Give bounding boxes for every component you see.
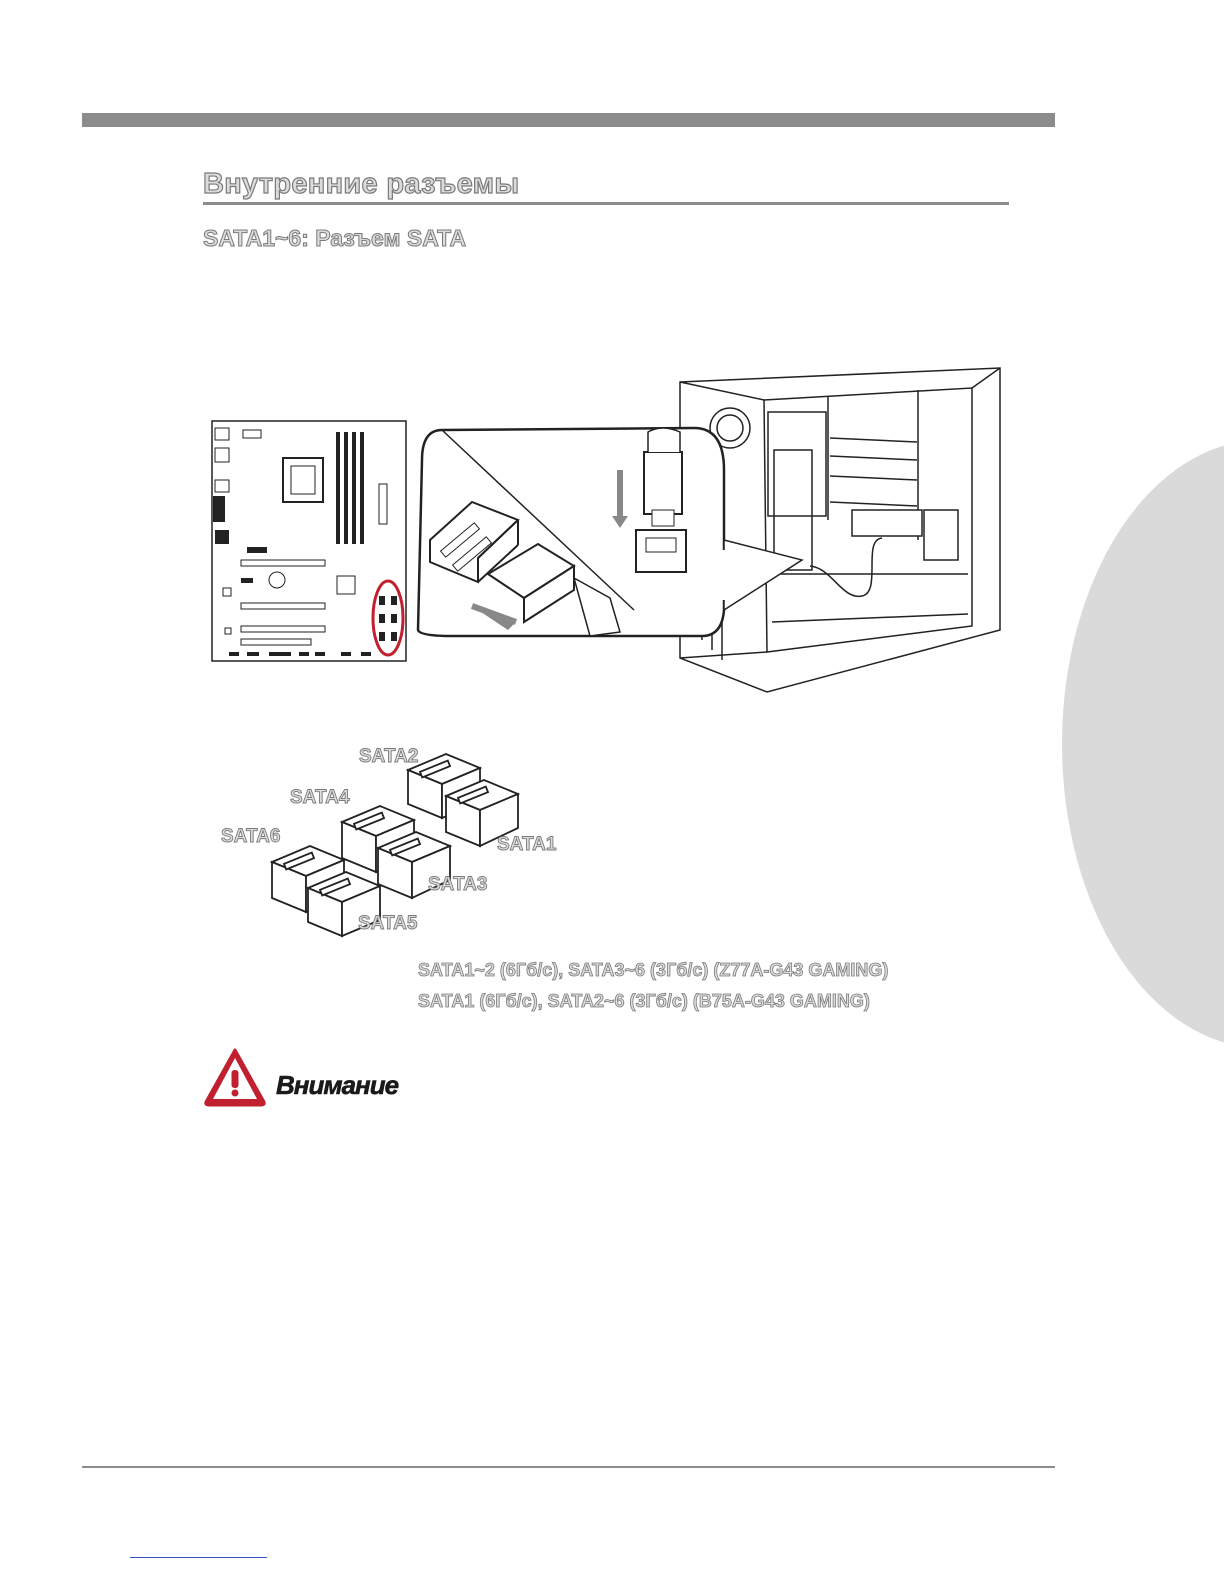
- label-sata4: SATA4: [290, 787, 350, 808]
- sata-cable-connection-diagram: [412, 360, 1012, 700]
- spec-b75a: SATA1 (6Гб/с), SATA2~6 (3Гб/с) (B75A-G43 GAMING): [418, 991, 870, 1011]
- spec-z77a: SATA1~2 (6Гб/с), SATA3~6 (3Гб/с) (Z77A-G43 GAMING): [418, 960, 889, 980]
- label-sata2: SATA2: [359, 746, 419, 767]
- warning-triangle-icon: [202, 1046, 268, 1108]
- footer-link-underline: [130, 1557, 267, 1558]
- label-sata5: SATA5: [358, 913, 418, 934]
- footer-rule: [82, 1466, 1055, 1468]
- label-sata3: SATA3: [428, 874, 488, 895]
- motherboard-diagram: [211, 420, 407, 662]
- title-underline: [203, 202, 1009, 205]
- attention-label: Внимание: [276, 1070, 399, 1100]
- zoom-callout: [418, 428, 802, 636]
- section-title: Внутренние разъемы: [203, 168, 520, 200]
- subsection-title: SATA1~6: Разъем SATA: [203, 225, 467, 251]
- label-sata6: SATA6: [221, 826, 281, 847]
- side-tab: [1062, 440, 1224, 1048]
- sata-ports-illustration: [268, 752, 524, 938]
- header-bar: [82, 113, 1055, 127]
- label-sata1: SATA1: [497, 834, 557, 855]
- pc-case-illustration: [680, 368, 1000, 692]
